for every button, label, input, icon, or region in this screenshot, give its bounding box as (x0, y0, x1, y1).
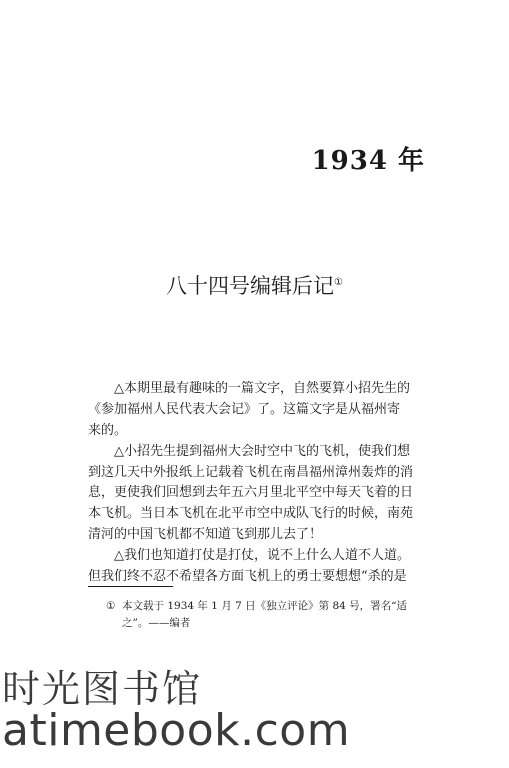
body-line: △我们也知道打仗是打仗，说不上什么人道不人道。 (114, 548, 410, 564)
footnote-divider (88, 586, 173, 587)
year-heading: 1934 年 (311, 146, 425, 176)
watermark-latin: atimebook.com (2, 705, 351, 756)
article-title-text: 八十四号编辑后记 (166, 274, 335, 298)
body-line: △小招先生提到福州大会时空中飞的飞机，使我们想 (114, 443, 410, 459)
footnote (106, 598, 428, 632)
body-line: 本飞机。当日本飞机在北平市空中成队飞行的时候，南苑 (88, 506, 414, 522)
body-line: 息，更使我们回想到去年五六月里北平空中每天飞着的日 (88, 485, 414, 501)
footnote-line: 之”。——编者 (122, 617, 191, 629)
body-line: 到这几天中外报纸上记载着飞机在南昌福州漳州轰炸的消 (88, 464, 414, 480)
footnote-text: 本文载于 1934 年 1 月 7 日《独立评论》第 84 号，署名“适 (122, 600, 408, 612)
body-line: 来的。 (88, 422, 128, 438)
footnote-marker: ① (106, 600, 116, 612)
body-line: 清河的中国飞机都不知道飞到那儿去了！ (88, 527, 323, 543)
watermark-chinese: 时光图书馆 (2, 667, 203, 711)
article-title (0, 270, 509, 300)
body-line: 《参加福州人民代表大会记》了。这篇文字是从福州寄 (88, 401, 401, 417)
body-line: △本期里最有趣味的一篇文字，自然要算小招先生的 (114, 381, 410, 396)
footnote-line (106, 598, 428, 615)
title-footnote-marker: ① (334, 277, 343, 288)
body-line: 但我们终不忍不希望各方面飞机上的勇士要想想“杀的是 (88, 569, 407, 585)
article-body (88, 379, 428, 588)
